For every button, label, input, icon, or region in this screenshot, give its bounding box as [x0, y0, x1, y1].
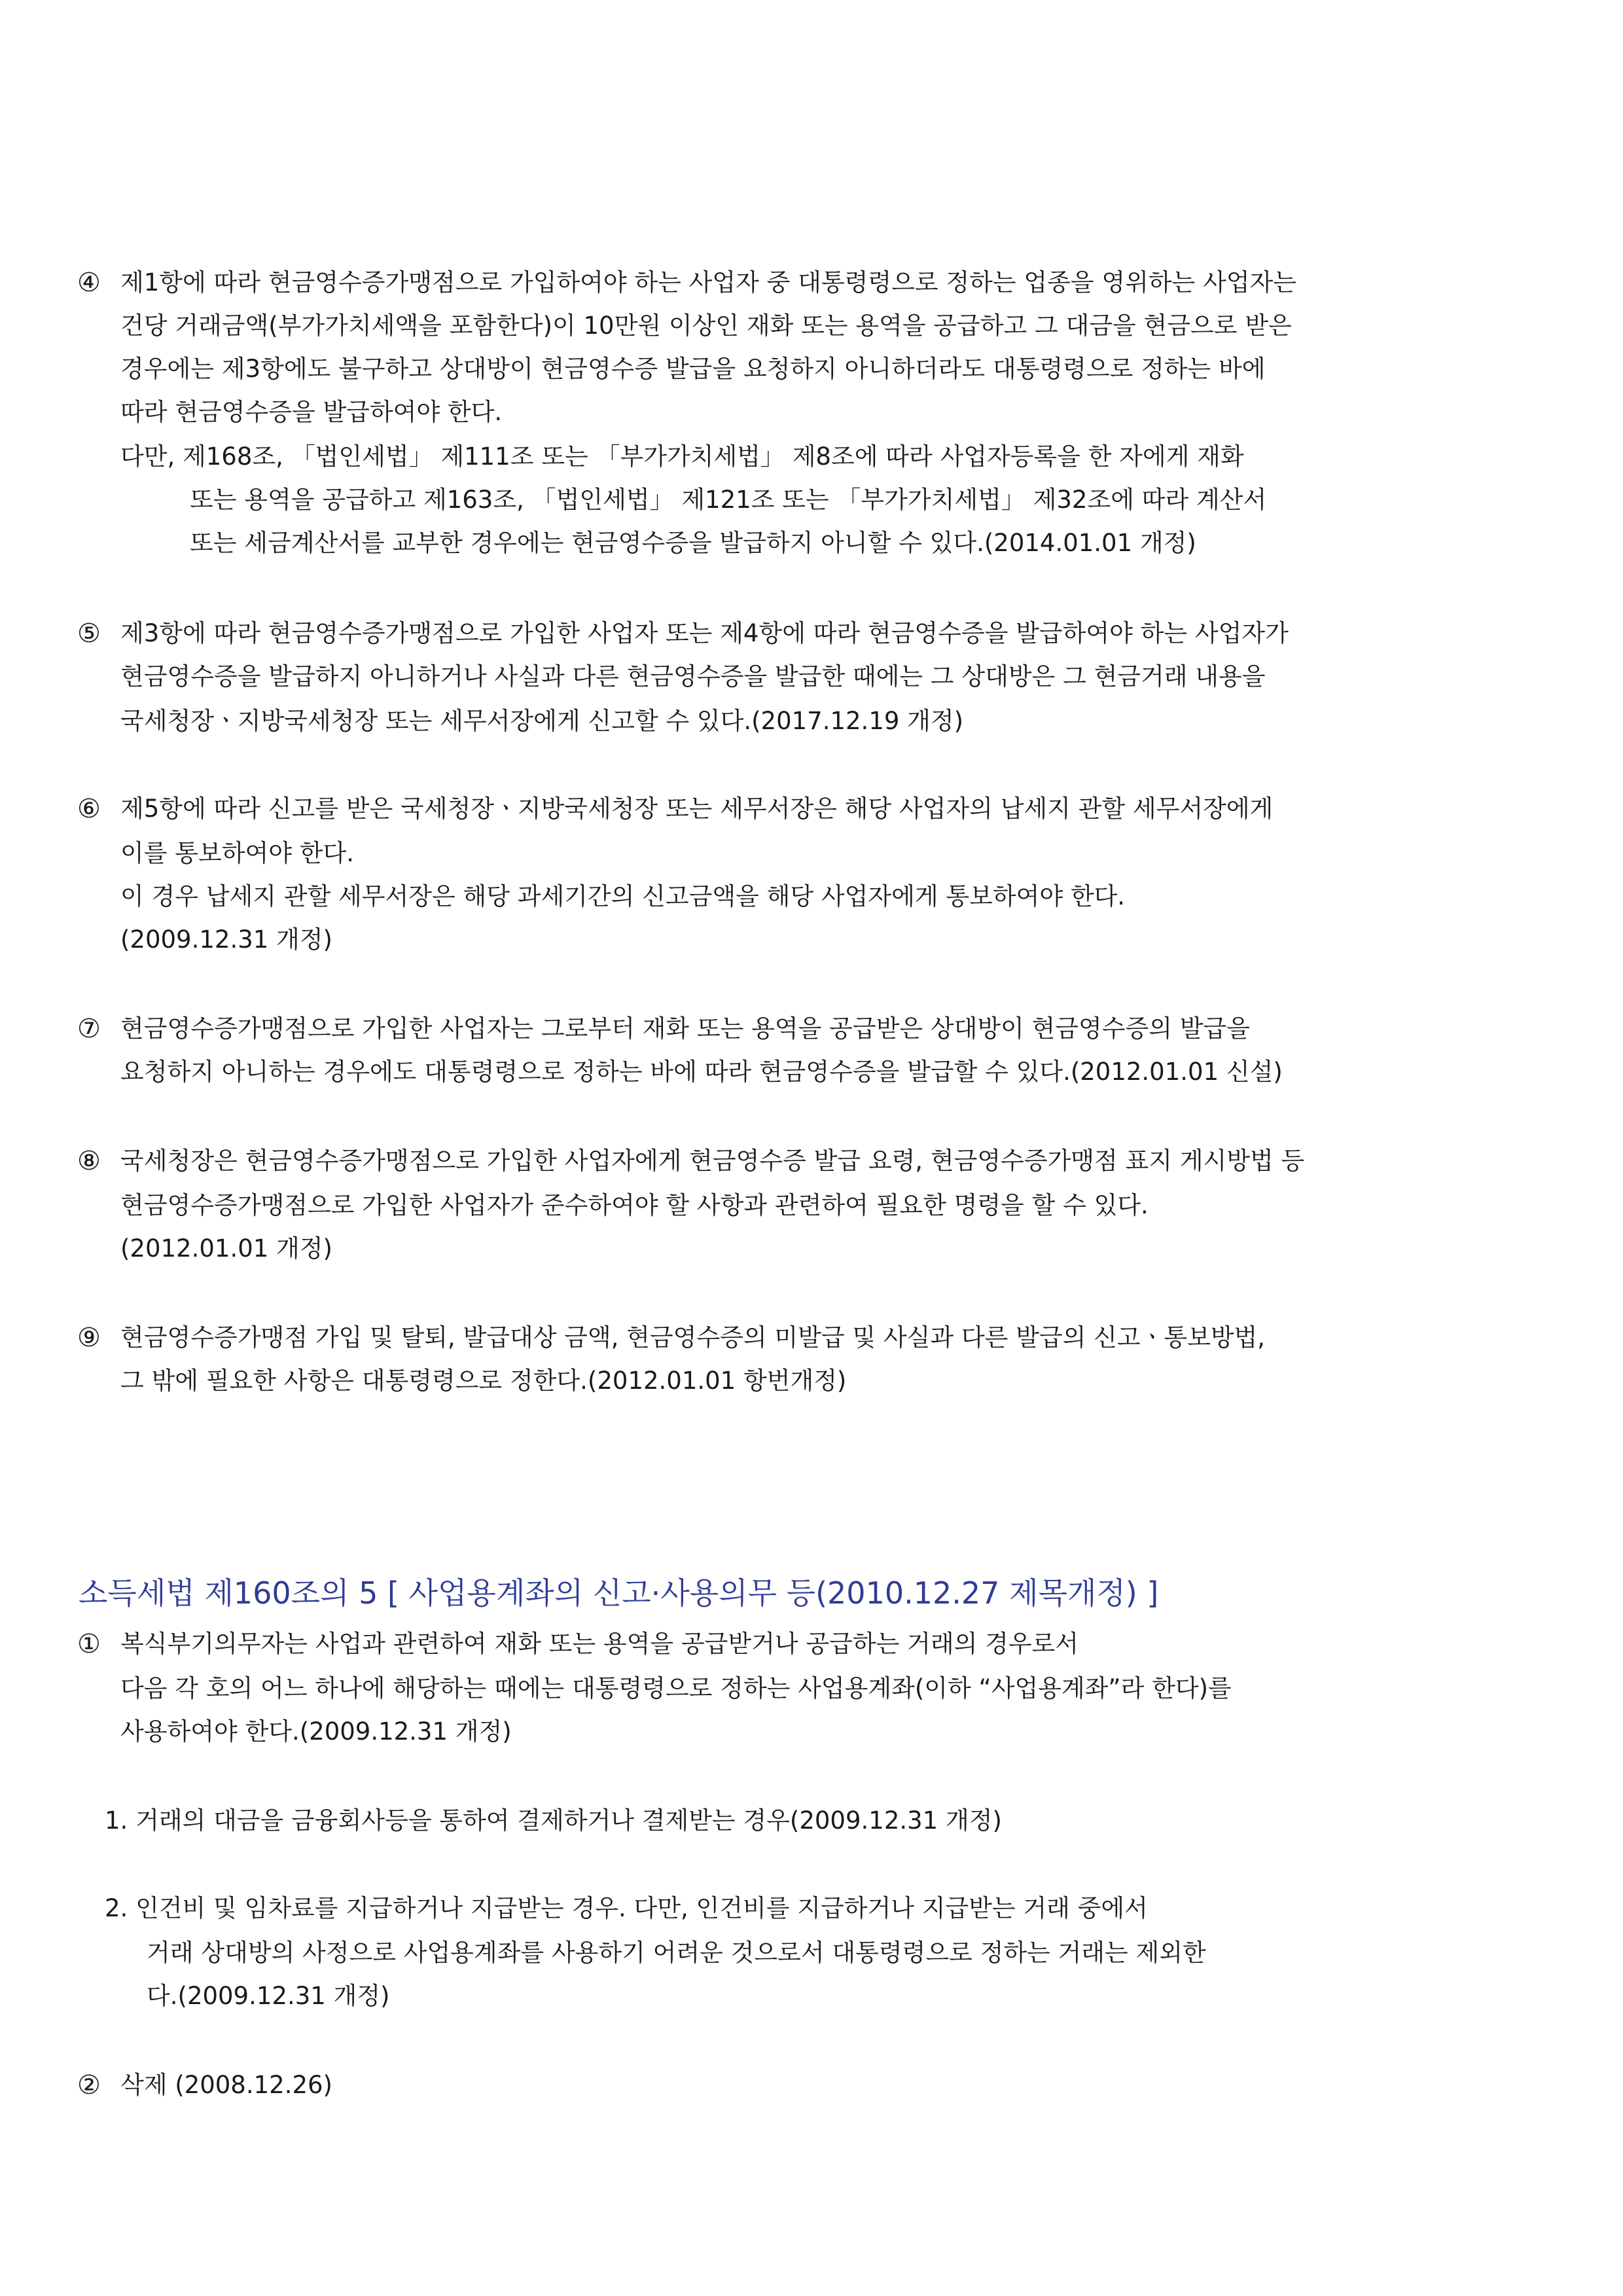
- paragraph-9-line-1: 현금영수증가맹점 가입 및 탈퇴, 발급대상 금액, 현금영수증의 미발급 및 사실과 다른 발급의 신고ㆍ통보방법,: [120, 1323, 1266, 1352]
- paragraph-6-line-1: 제5항에 따라 신고를 받은 국세청장ㆍ지방국세청장 또는 세무서장은 해당 사업자의 납세지 관할 세무서장에게: [120, 795, 1274, 823]
- item-2-line-1: 2. 인건비 및 임차료를 지급하거나 지급받는 경우. 다만, 인건비를 지급하거나 지급받는 거래 중에서: [105, 1894, 1148, 1922]
- section-heading: 소득세법 제160조의 5 [ 사업용계좌의 신고·사용의무 등(2010.12.27 제목개정) ]: [79, 1575, 1159, 1611]
- paragraph-5-line-3: 국세청장ㆍ지방국세청장 또는 세무서장에게 신고할 수 있다.(2017.12.19 개정): [120, 707, 964, 735]
- clause-1-line-1: 복식부기의무자는 사업과 관련하여 재화 또는 용역을 공급받거나 공급하는 거래의 경우로서: [120, 1630, 1079, 1658]
- paragraph-8-line-3: (2012.01.01 개정): [120, 1234, 332, 1263]
- paragraph-4-line-1: 제1항에 따라 현금영수증가맹점으로 가입하여야 하는 사업자 중 대통령령으로 정하는 업종을 영위하는 사업자는: [120, 268, 1297, 296]
- item-1-line-1: 1. 거래의 대금을 금융회사등을 통하여 결제하거나 결제받는 경우(2009.12.31 개정): [105, 1806, 1002, 1835]
- clause-1-line-3: 사용하여야 한다.(2009.12.31 개정): [120, 1717, 512, 1746]
- paragraph-4-proviso-line-3: 또는 세금계산서를 교부한 경우에는 현금영수증을 발급하지 아니할 수 있다.(2014.01.01 개정): [190, 529, 1196, 557]
- paragraph-5-line-2: 현금영수증을 발급하지 아니하거나 사실과 다른 현금영수증을 발급한 때에는 그 상대방은 그 현금거래 내용을: [120, 662, 1266, 691]
- item-2-line-2: 거래 상대방의 사정으로 사업용계좌를 사용하기 어려운 것으로서 대통령령으로 정하는 거래는 제외한: [147, 1939, 1206, 1967]
- paragraph-8-mark: ⑧: [77, 1146, 101, 1176]
- paragraph-4-line-3: 경우에는 제3항에도 불구하고 상대방이 현금영수증 발급을 요청하지 아니하더라도 대통령령으로 정하는 바에: [120, 355, 1266, 383]
- paragraph-6-line-3: 이 경우 납세지 관할 세무서장은 해당 과세기간의 신고금액을 해당 사업자에게 통보하여야 한다.: [120, 882, 1126, 910]
- paragraph-6-line-4: (2009.12.31 개정): [120, 925, 332, 954]
- paragraph-4-line-4: 따라 현금영수증을 발급하여야 한다.: [120, 398, 503, 426]
- paragraph-4-proviso-line-1: 다만, 제168조, 「법인세법」 제111조 또는 「부가가치세법」 제8조에 따라 사업자등록을 한 자에게 재화: [120, 442, 1244, 471]
- paragraph-8-line-2: 현금영수증가맹점으로 가입한 사업자가 준수하여야 할 사항과 관련하여 필요한 명령을 할 수 있다.: [120, 1191, 1149, 1219]
- item-2-line-3: 다.(2009.12.31 개정): [147, 1982, 390, 2010]
- paragraph-6-mark: ⑥: [77, 794, 101, 824]
- paragraph-4-proviso-line-2: 또는 용역을 공급하고 제163조, 「법인세법」 제121조 또는 「부가가치세법」 제32조에 따라 계산서: [190, 486, 1267, 514]
- paragraph-7-line-1: 현금영수증가맹점으로 가입한 사업자는 그로부터 재화 또는 용역을 공급받은 상대방이 현금영수증의 발급을: [120, 1014, 1250, 1043]
- clause-1-line-2: 다음 각 호의 어느 하나에 해당하는 때에는 대통령령으로 정하는 사업용계좌(이하 “사업용계좌”라 한다)를: [120, 1674, 1232, 1702]
- paragraph-6-line-2: 이를 통보하여야 한다.: [120, 839, 354, 867]
- paragraph-5-line-1: 제3항에 따라 현금영수증가맹점으로 가입한 사업자 또는 제4항에 따라 현금영수증을 발급하여야 하는 사업자가: [120, 619, 1289, 647]
- paragraph-4-mark: ④: [77, 268, 101, 298]
- paragraph-9-mark: ⑨: [77, 1323, 101, 1353]
- clause-1-mark: ①: [77, 1629, 101, 1659]
- paragraph-5-mark: ⑤: [77, 619, 101, 649]
- clause-2-mark: ②: [77, 2070, 101, 2100]
- paragraph-9-line-2: 그 밖에 필요한 사항은 대통령령으로 정한다.(2012.01.01 항번개정): [120, 1367, 847, 1395]
- paragraph-4-line-2: 건당 거래금액(부가가치세액을 포함한다)이 10만원 이상인 재화 또는 용역을 공급하고 그 대금을 현금으로 받은: [120, 312, 1292, 340]
- paragraph-7-line-2: 요청하지 아니하는 경우에도 대통령령으로 정하는 바에 따라 현금영수증을 발급할 수 있다.(2012.01.01 신설): [120, 1058, 1283, 1086]
- paragraph-7-mark: ⑦: [77, 1014, 101, 1044]
- clause-2-line-1: 삭제 (2008.12.26): [120, 2071, 332, 2099]
- paragraph-8-line-1: 국세청장은 현금영수증가맹점으로 가입한 사업자에게 현금영수증 발급 요령, 현금영수증가맹점 표지 게시방법 등: [120, 1147, 1305, 1175]
